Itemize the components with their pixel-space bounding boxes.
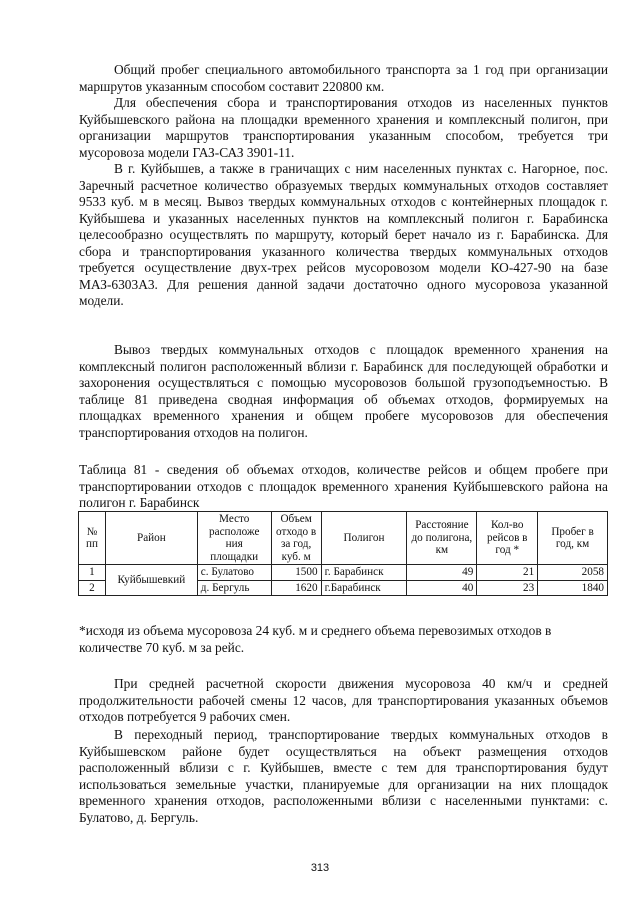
header-site-location: Место расположе ния площадки (197, 512, 271, 565)
landfill-cell: г. Барабинск (321, 565, 407, 581)
table-header-row (79, 512, 608, 565)
waste-volume-cell: 1620 (271, 580, 321, 596)
paragraph-kuibyshev-volume: В г. Куйбышев, а также в граничащих с ним населенных пунктах с. Нагорное, пос. Заречный расчетное количество образуемых твердых коммунальных отходов составляет 9533 куб. м в месяц. Вывоз твердых коммунальных отходов с контейнерных площадок г. Куйбышева и указанных населенных пунктов на комплексный полигон г. Барабинска целесообразно осуществлять по маршруту, который берет начало из г. Барабинска. Для сбора и транспортирования указанного количества твердых коммунальных отходов требуется осуществление двух-трех рейсов мусоровозом модели КО-427-90 на базе МАЗ-6303А3. Для решения данной задачи достаточно одного мусоровоза указанной модели. (79, 161, 608, 308)
header-district: Район (105, 512, 197, 565)
header-mileage: Пробег в год, км (538, 512, 608, 565)
landfill-cell: г.Барабинск (321, 580, 407, 596)
header-waste-volume: Объем отходо в за год, куб. м (271, 512, 321, 565)
table-footnote: *исходя из объема мусоровоза 24 куб. м и среднего объема перевозимых отходов в количестве 70 куб. м за рейс. (79, 623, 552, 655)
page-number: 313 (310, 862, 330, 874)
distance-cell: 40 (407, 580, 477, 596)
paragraph-total-mileage: Общий пробег специального автомобильного транспорта за 1 год при организации маршрутов указанным способом составит 220800 км. (79, 62, 608, 94)
mileage-cell: 1840 (538, 580, 608, 596)
mileage-cell: 2058 (538, 565, 608, 581)
paragraph-work-shifts: При средней расчетной скорости движения мусоровоза 40 км/ч и средней продолжительности рабочей смены 12 часов, для транспортирования указанных объемов отходов потребуется 9 рабочих смен. (79, 676, 608, 724)
waste-transport-table (78, 511, 608, 596)
site-location-cell: д. Бергуль (197, 580, 271, 596)
paragraph-truck-requirement: Для обеспечения сбора и транспортирования отходов из населенных пунктов Куйбышевского района на площадки временного хранения и комплексный полигон, при организации маршрутов транспортирования указанным способом, требуется три мусоровоза модели ГАЗ-САЗ 3901-11. (79, 95, 608, 160)
waste-volume-cell: 1500 (271, 565, 321, 581)
header-distance: Расстояние до полигона, км (407, 512, 477, 565)
district-cell: Куйбышевкий (105, 565, 197, 596)
header-landfill: Полигон (321, 512, 407, 565)
table-row (79, 565, 608, 581)
site-location-cell: с. Булатово (197, 565, 271, 581)
header-trips: Кол-во рейсов в год * (477, 512, 538, 565)
paragraph-transition-period: В переходный период, транспортирование твердых коммунальных отходов в Куйбышевском районе будет осуществляться на объект размещения отходов расположенный вблизи с г. Куйбышев, вместе с тем для транспортирования будут использоваться земельные участки, планируемые для организации на них площадок временного хранения отходов, расположенными вблизи с населенными пунктами: с. Булатово, д. Бергуль. (79, 727, 608, 825)
header-number: № пп (79, 512, 106, 565)
trips-cell: 21 (477, 565, 538, 581)
table-caption: Таблица 81 - сведения об объемах отходов, количестве рейсов и общем пробеге при транспортировании отходов с площадок временного хранения Куйбышевского района на полигон г. Барабинск (79, 462, 608, 510)
paragraph-landfill-transport: Вывоз твердых коммунальных отходов с площадок временного хранения на комплексный полигон расположенный вблизи г. Барабинск для последующей обработки и захоронения осуществляться с помощью мусоровозов большой грузоподъемностью. В таблице 81 приведена сводная информация об объемах отходов, формируемых на площадках временного хранения и общем пробеге мусоровозов для обеспечения транспортирования отходов на полигон. (79, 342, 608, 440)
trips-cell: 23 (477, 580, 538, 596)
distance-cell: 49 (407, 565, 477, 581)
row-number: 1 (79, 565, 106, 581)
row-number: 2 (79, 580, 106, 596)
